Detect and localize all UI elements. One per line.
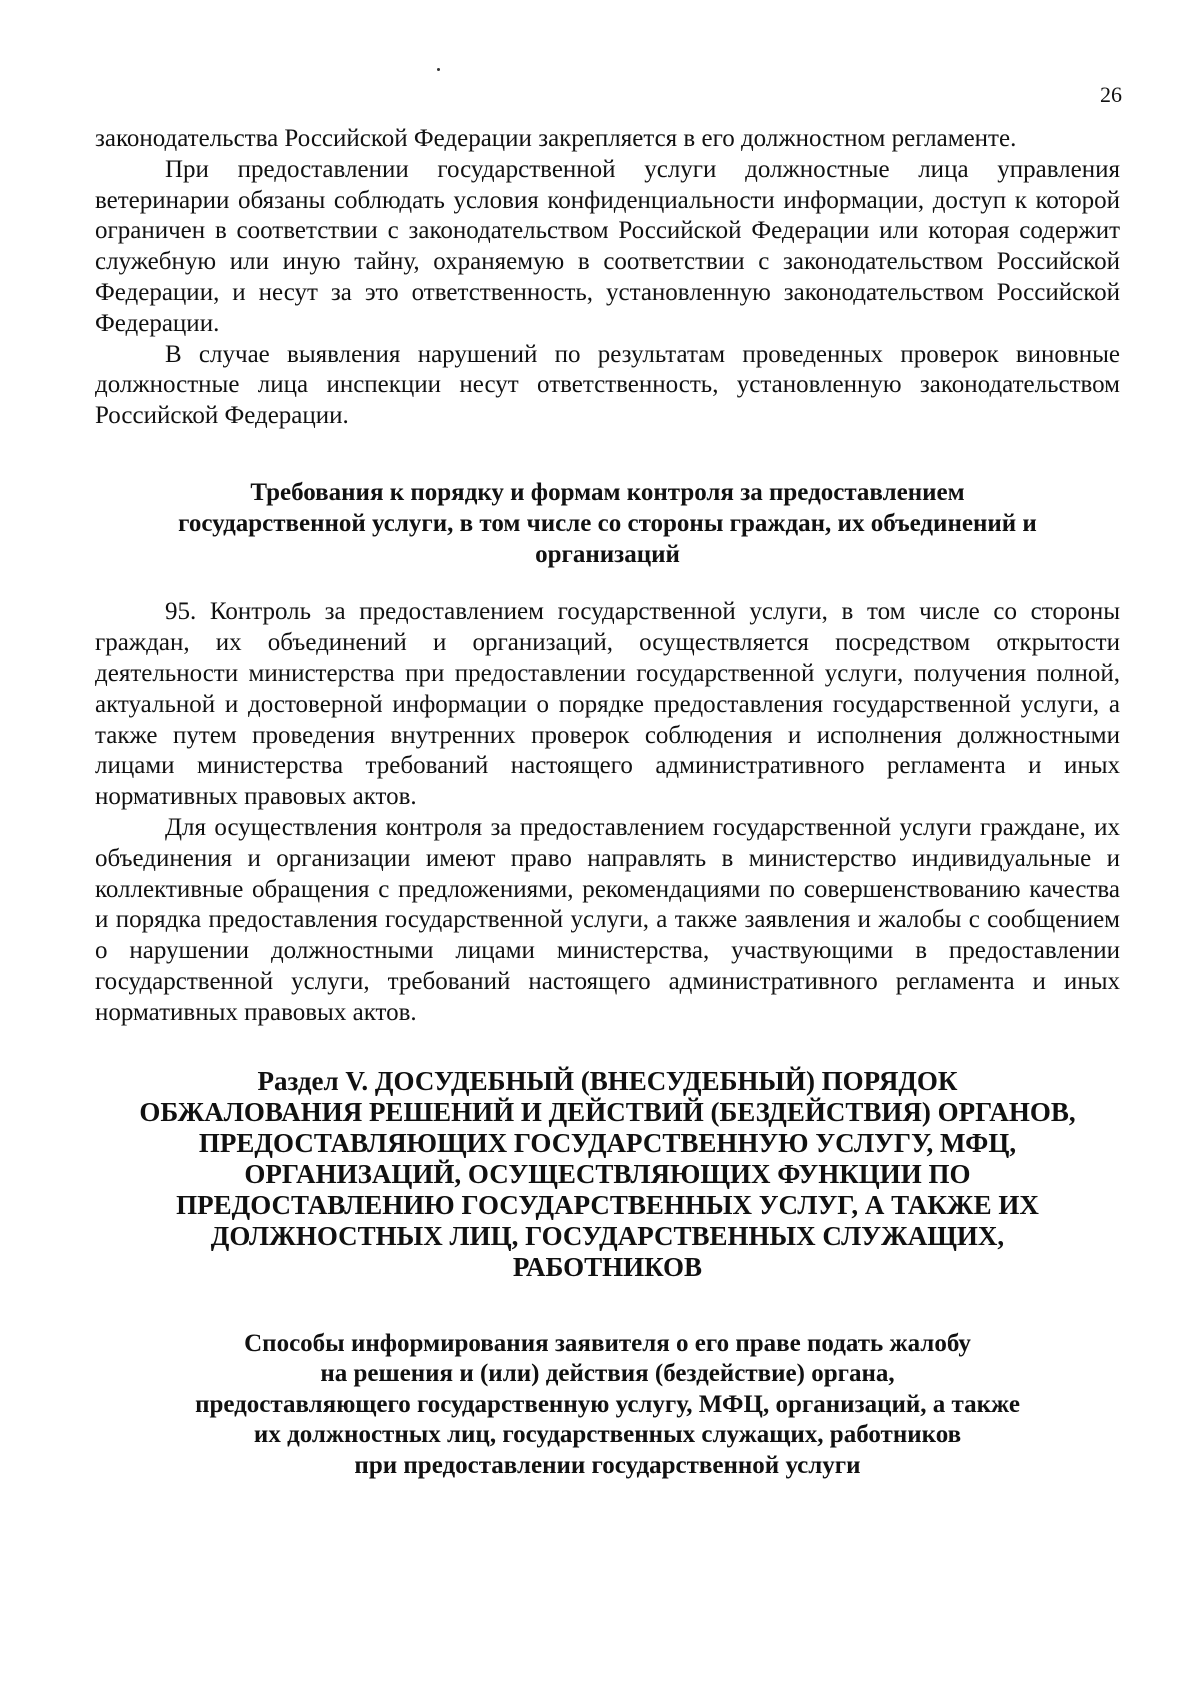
heading-line: организаций [535,540,680,568]
heading-line: Требования к порядку и формам контроля за предоставлением [250,478,965,506]
heading-line: предоставляющего государственную услугу, МФЦ, организаций, а также [195,1390,1020,1418]
heading-line: при предоставлении государственной услуги [354,1451,861,1479]
heading-complaint-information-methods [95,1329,1120,1482]
paragraph-citizen-appeals: Для осуществления контроля за предоставлением государственной услуги граждане, их объединения и организации имеют право направлять в министерство индивидуальные и коллективные обращения с предложениями, рекомендациями по совершенствованию качества и порядка предоставления государственной услуги, а также заявления и жалобы с сообщением о нарушении должностными лицами министерства, участвующими в предоставлении государственной услуги, требований настоящего административного регламента и иных нормативных правовых актов. [95,813,1120,1026]
heading-line: государственной услуги, в том числе со стороны граждан, их объединений и [178,509,1037,537]
heading-line: на решения и (или) действия (бездействие) органа, [320,1360,895,1388]
page-number: 26 [1100,82,1122,107]
heading-line: ДОЛЖНОСТНЫХ ЛИЦ, ГОСУДАРСТВЕННЫХ СЛУЖАЩИХ, [210,1220,1005,1251]
heading-line: Способы информирования заявителя о его праве подать жалобу [244,1329,971,1357]
paragraph-confidentiality: При предоставлении государственной услуги должностные лица управления ветеринарии обязаны соблюдать условия конфиденциальности информации, доступ к которой ограничен в соответствии с законодательством Российской Федерации или которая содержит служебную или иную тайну, охраняемую в соответствии с законодательством Российской Федерации, и несут за это ответственность, установленную законодательством Российской Федерации. [95,155,1120,337]
heading-line: ПРЕДОСТАВЛЕНИЮ ГОСУДАРСТВЕННЫХ УСЛУГ, А ТАКЖЕ ИХ [176,1189,1039,1220]
paragraph-regulation-end: законодательства Российской Федерации закрепляется в его должностном регламенте. [95,125,1017,152]
paragraph-95-control: 95. Контроль за предоставлением государственной услуги, в том числе со стороны граждан, их объединений и организаций, осуществляется посредством открытости деятельности министерства при предоставлении государственной услуги, получения полной, актуальной и достоверной информации о порядке предоставления государственной услуги, а также путем проведения внутренних проверок соблюдения и исполнения должностными лицами министерства требований настоящего административного регламента и иных нормативных правовых актов. [95,598,1120,811]
heading-section-v [95,1066,1120,1283]
heading-line: ПРЕДОСТАВЛЯЮЩИХ ГОСУДАРСТВЕННУЮ УСЛУГУ, МФЦ, [198,1127,1017,1158]
heading-line: ОБЖАЛОВАНИЯ РЕШЕНИЙ И ДЕЙСТВИЙ (БЕЗДЕЙСТВИЯ) ОРГАНОВ, [139,1096,1076,1127]
paragraph-violations: В случае выявления нарушений по результатам проведенных проверок виновные должностные лица инспекции несут ответственность, установленную законодательством Российской Федерации. [95,340,1120,430]
scan-speck [437,68,440,71]
heading-line: Раздел V. ДОСУДЕБНЫЙ (ВНЕСУДЕБНЫЙ) ПОРЯДОК [257,1065,958,1096]
heading-line: их должностных лиц, государственных служащих, работников [253,1421,962,1449]
page-content [95,124,1120,1481]
heading-control-requirements [95,478,1120,570]
heading-line: РАБОТНИКОВ [512,1251,703,1282]
heading-line: ОРГАНИЗАЦИЙ, ОСУЩЕСТВЛЯЮЩИХ ФУНКЦИИ ПО [244,1158,971,1189]
